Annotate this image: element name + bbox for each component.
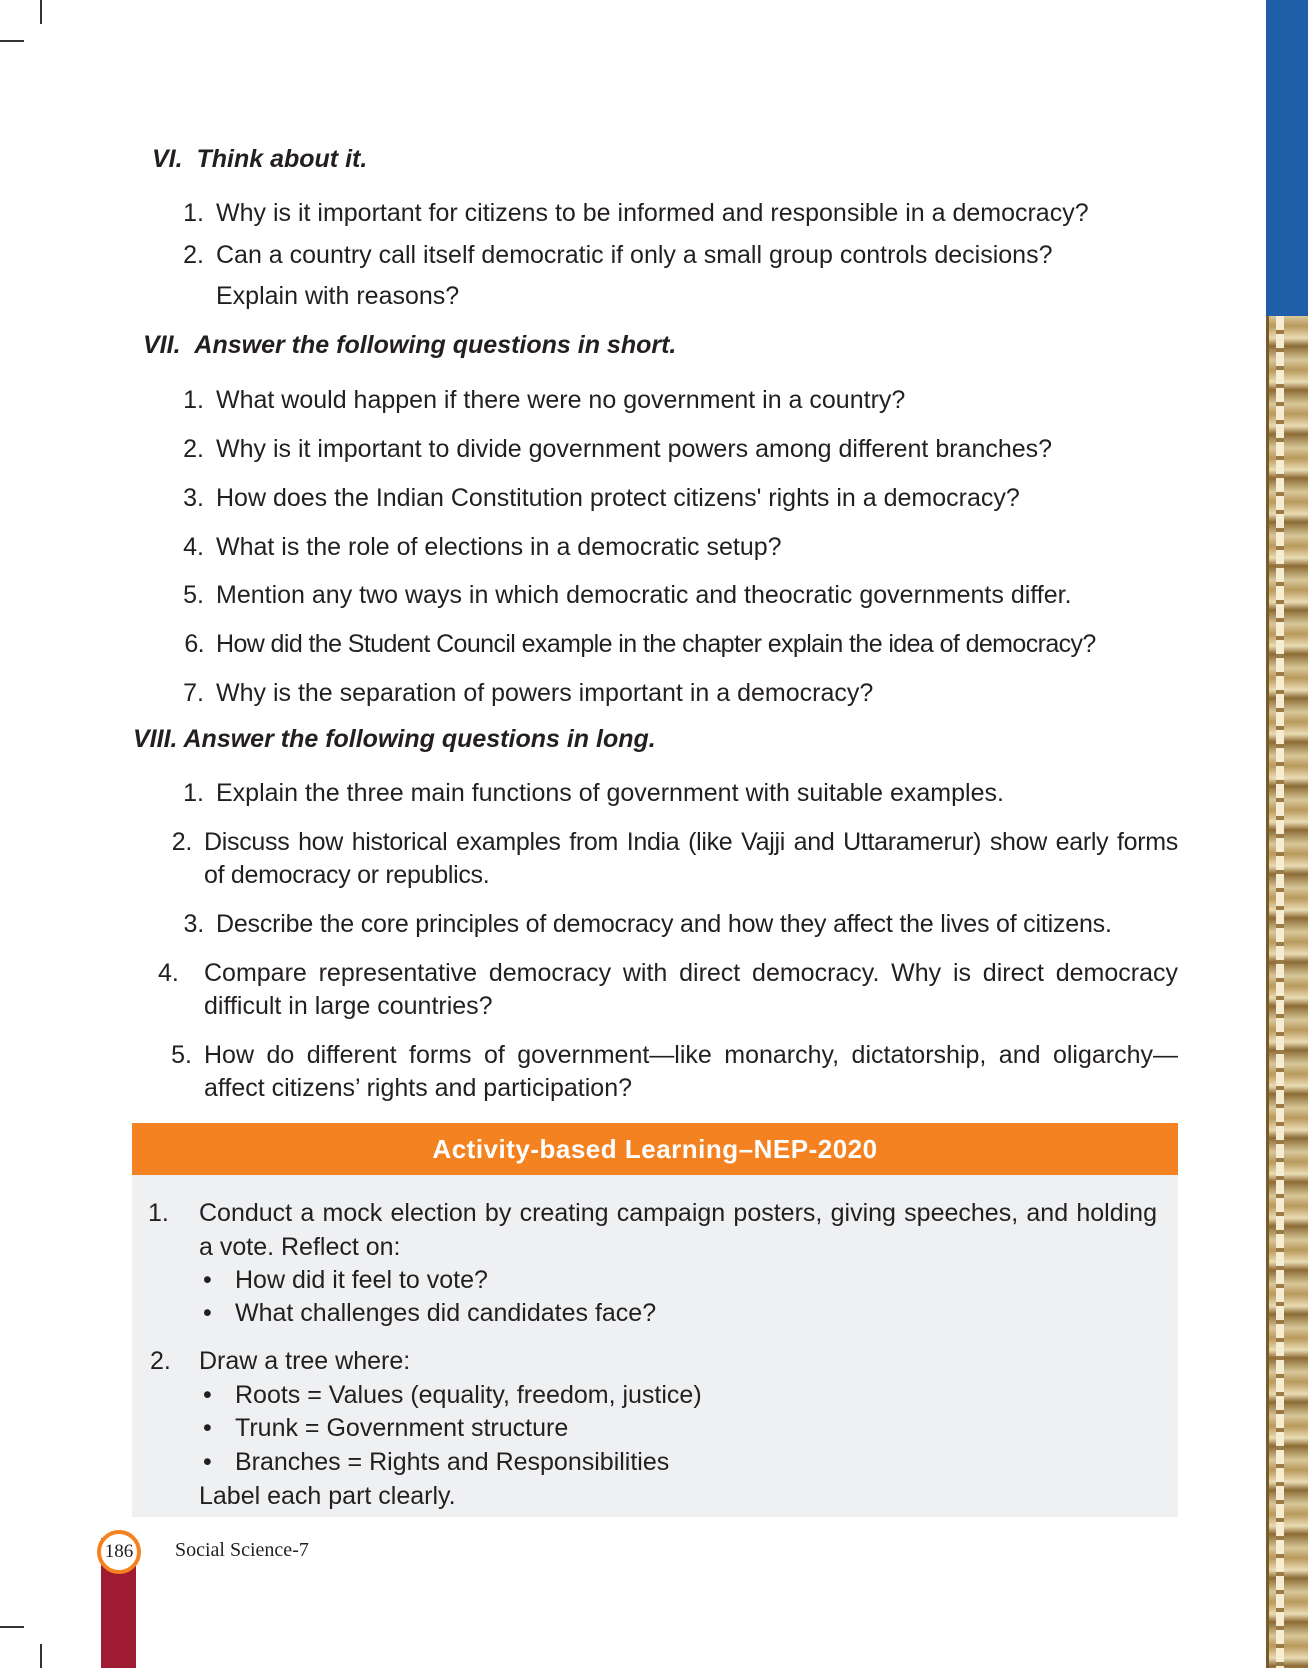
bullet-item: • Trunk = Government structure: [203, 1411, 568, 1445]
list-item: 5. Mention any two ways in which democratic and theocratic governments differ.: [183, 581, 1072, 609]
section-title: Answer the following questions in long.: [183, 725, 656, 753]
bullet-item: • What challenges did candidates face?: [203, 1296, 656, 1330]
bullet-icon: •: [203, 1448, 212, 1476]
bullet-item: • Branches = Rights and Responsibilities: [203, 1445, 669, 1479]
list-item-continuation: Explain with reasons?: [216, 282, 460, 310]
list-item: 5. How do different forms of government—like monarchy, dictatorship, and oligarchy—affect citizens’ rights and participation?: [171, 1041, 1178, 1102]
section-viii-heading: [133, 725, 656, 754]
bullet-icon: •: [203, 1414, 212, 1442]
activity-closing-text: Label each part clearly.: [199, 1482, 456, 1510]
list-item: 2. Why is it important to divide government powers among different branches?: [183, 435, 1053, 463]
list-item: 2. Discuss how historical examples from India (like Vajji and Uttaramerur) show early forms of democracy or republics.: [171, 828, 1178, 889]
section-number: VII.: [143, 331, 181, 359]
section-vii-heading: [143, 331, 676, 360]
crop-mark: [40, 1644, 42, 1668]
section-number: VI.: [152, 145, 183, 173]
bullet-item: • How did it feel to vote?: [203, 1263, 488, 1297]
list-item: 1. Why is it important for citizens to be informed and responsible in a democracy?: [183, 199, 1089, 227]
bullet-icon: •: [203, 1266, 212, 1294]
bullet-icon: •: [203, 1381, 212, 1409]
side-color-band: [1266, 0, 1308, 316]
crop-mark: [0, 1626, 24, 1628]
bullet-item: • Roots = Values (equality, freedom, justice): [203, 1378, 702, 1412]
section-title: Answer the following questions in short.: [194, 331, 677, 359]
list-item: 4. Compare representative democracy with direct democracy. Why is direct democracy difficult in large countries?: [158, 959, 1178, 1020]
list-item: 3. Describe the core principles of democracy and how they affect the lives of citizens.: [183, 910, 1112, 938]
crop-mark: [0, 40, 24, 42]
activity-item-text: Draw a tree where:: [199, 1347, 411, 1375]
activity-item: 1.: [148, 1199, 169, 1227]
activity-item-text: Conduct a mock election by creating campaign posters, giving speeches, and holding a vote. Reflect on:: [199, 1199, 1157, 1261]
ornamental-border-inner: [1276, 316, 1284, 1668]
page-number: 186: [104, 1541, 134, 1562]
section-title: Think about it.: [196, 145, 368, 173]
list-item: 7. Why is the separation of powers important in a democracy?: [183, 679, 874, 707]
book-title: Social Science-7: [175, 1539, 309, 1561]
bullet-icon: •: [203, 1299, 212, 1327]
list-item: 4. What is the role of elections in a democratic setup?: [183, 533, 782, 561]
activity-item: 2.: [150, 1347, 171, 1375]
list-item: 6. How did the Student Council example in the chapter explain the idea of democracy?: [184, 630, 1096, 658]
ornamental-border: [1266, 316, 1308, 1668]
list-item: 3. How does the Indian Constitution protect citizens' rights in a democracy?: [183, 484, 1020, 512]
list-item: 1. What would happen if there were no government in a country?: [183, 386, 906, 414]
list-item: 2. Can a country call itself democratic if only a small group controls decisions?: [183, 241, 1053, 269]
section-vi-heading: [152, 145, 367, 174]
activity-title: Activity-based Learning–NEP-2020: [432, 1134, 878, 1164]
crop-mark: [40, 0, 42, 24]
section-number: VIII.: [133, 725, 178, 753]
list-item: 1. Explain the three main functions of government with suitable examples.: [183, 779, 1004, 807]
